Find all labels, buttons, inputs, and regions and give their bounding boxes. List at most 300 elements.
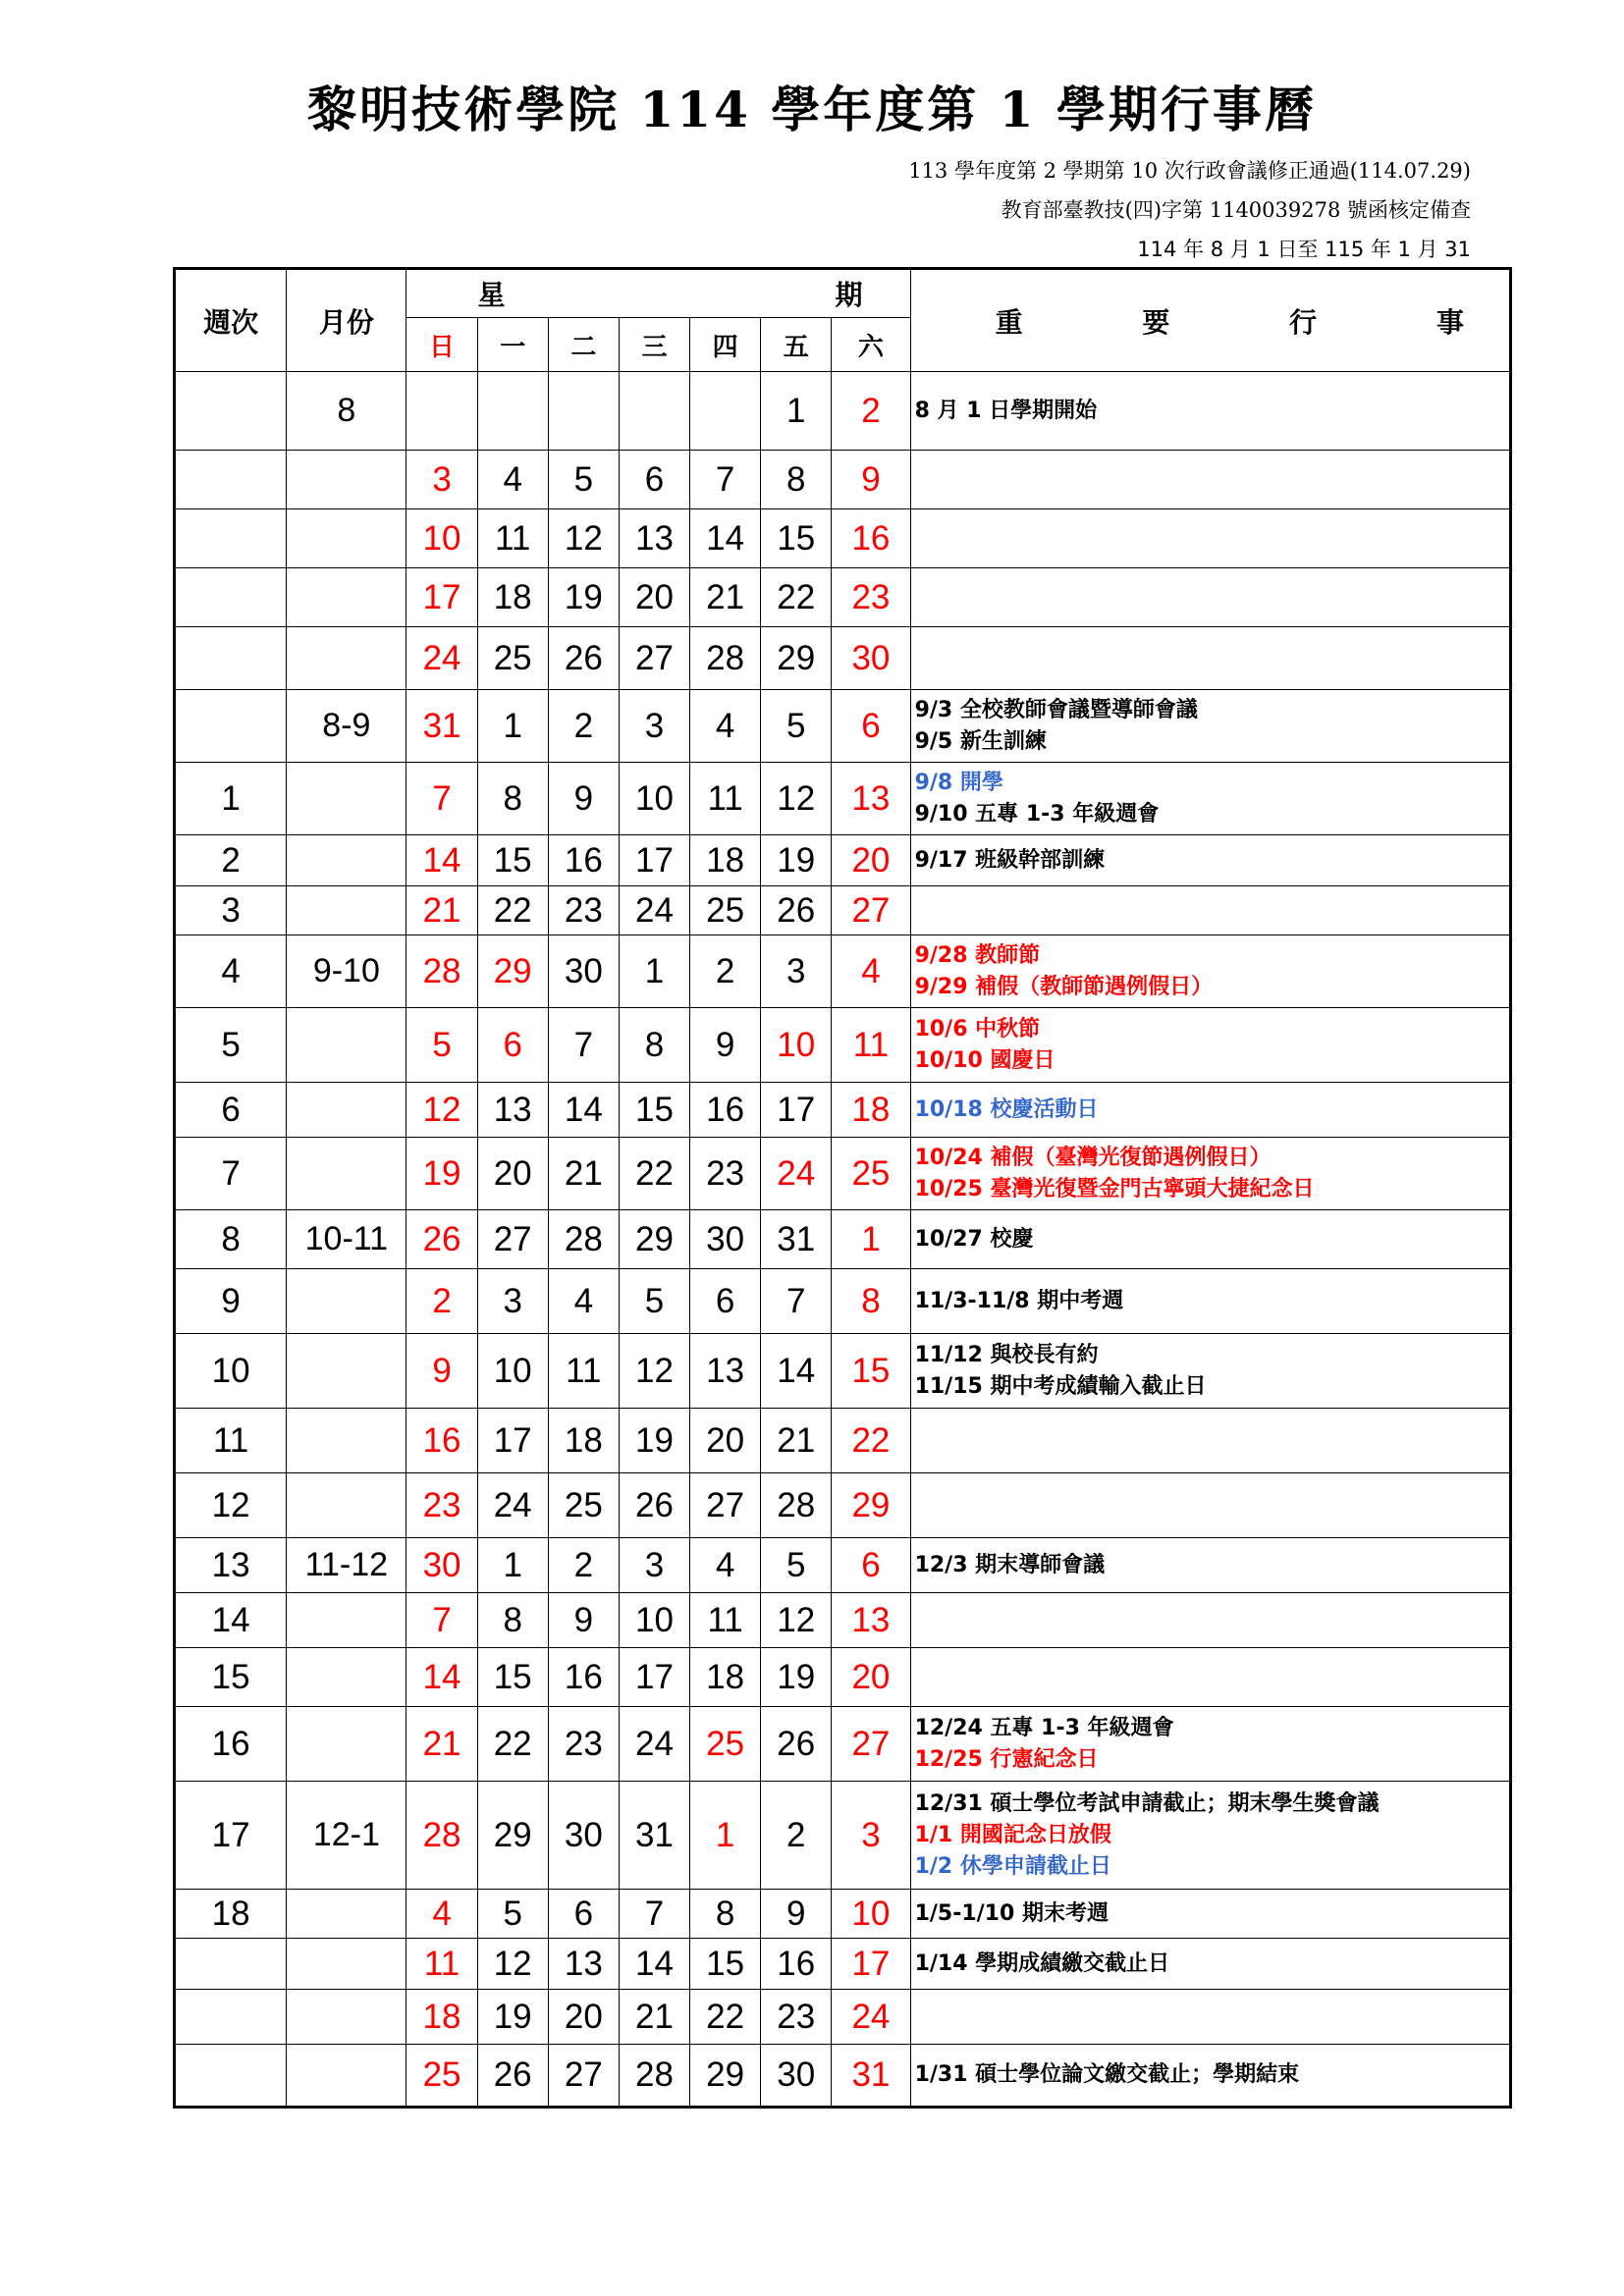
event-text: 11/3-11/8 期中考週 <box>914 1288 1124 1313</box>
day-cell: 27 <box>477 1210 548 1269</box>
day-cell: 23 <box>761 1990 832 2045</box>
day-cell: 10 <box>406 509 477 568</box>
week-number: 16 <box>175 1707 287 1782</box>
day-cell: 9 <box>761 1890 832 1939</box>
event-text: 11/15 期中考成績輸入截止日 <box>914 1373 1207 1399</box>
day-cell: 14 <box>548 1083 619 1138</box>
calendar-table <box>173 267 1512 2109</box>
day-cell: 18 <box>406 1990 477 2045</box>
month-label: 9-10 <box>287 935 406 1008</box>
day-cell: 8 <box>690 1890 761 1939</box>
day-cell: 12 <box>761 763 832 835</box>
day-cell: 17 <box>406 568 477 627</box>
day-cell: 24 <box>477 1473 548 1538</box>
day-cell: 18 <box>690 835 761 886</box>
day-cell: 1 <box>477 1538 548 1593</box>
event-cell <box>910 1707 1510 1782</box>
approval-note: 113 學年度第 2 學期第 10 次行政會議修正通過(114.07.29) <box>908 159 1471 183</box>
day-cell: 29 <box>477 1782 548 1890</box>
day-cell: 9 <box>548 1593 619 1648</box>
day-header-sat: 六 <box>832 318 910 372</box>
event-text: 9/3 全校教師會議暨導師會議 <box>914 697 1198 722</box>
week-number: 8 <box>175 1210 287 1269</box>
day-cell: 18 <box>548 1409 619 1473</box>
day-cell: 13 <box>548 1939 619 1990</box>
day-cell: 11 <box>406 1939 477 1990</box>
month-label <box>287 2045 406 2108</box>
month-label <box>287 1593 406 1648</box>
week-number: 3 <box>175 886 287 935</box>
week-number <box>175 509 287 568</box>
day-cell: 8 <box>761 451 832 509</box>
day-cell <box>690 372 761 451</box>
weekday-label-left: 星 <box>477 279 506 311</box>
month-label <box>287 1473 406 1538</box>
week-row <box>175 2045 1511 2108</box>
day-cell: 31 <box>761 1210 832 1269</box>
day-cell: 30 <box>761 2045 832 2108</box>
day-cell: 9 <box>406 1334 477 1409</box>
day-cell: 5 <box>761 1538 832 1593</box>
day-header-wed: 三 <box>619 318 689 372</box>
event-text: 10/10 國慶日 <box>914 1047 1056 1073</box>
day-cell: 23 <box>406 1473 477 1538</box>
day-cell: 31 <box>406 690 477 763</box>
day-cell: 4 <box>477 451 548 509</box>
week-number: 1 <box>175 763 287 835</box>
day-cell: 24 <box>619 886 689 935</box>
week-number <box>175 451 287 509</box>
event-text: 11/12 與校長有約 <box>914 1342 1099 1367</box>
week-row <box>175 1473 1511 1538</box>
week-row <box>175 568 1511 627</box>
day-cell: 27 <box>832 886 910 935</box>
day-cell: 5 <box>477 1890 548 1939</box>
day-cell: 30 <box>548 1782 619 1890</box>
event-cell <box>910 690 1510 763</box>
week-number <box>175 2045 287 2108</box>
day-cell: 15 <box>619 1083 689 1138</box>
weekday-label-right: 期 <box>835 279 863 311</box>
day-cell: 23 <box>690 1138 761 1210</box>
week-number: 14 <box>175 1593 287 1648</box>
day-cell: 4 <box>832 935 910 1008</box>
week-row <box>175 935 1511 1008</box>
week-row <box>175 1990 1511 2045</box>
day-cell: 12 <box>406 1083 477 1138</box>
month-label <box>287 763 406 835</box>
event-cell <box>910 1538 1510 1593</box>
week-row <box>175 1138 1511 1210</box>
week-row <box>175 509 1511 568</box>
week-row <box>175 1939 1511 1990</box>
day-cell: 11 <box>832 1008 910 1083</box>
day-cell: 30 <box>548 935 619 1008</box>
day-cell: 21 <box>619 1990 689 2045</box>
day-header-tue: 二 <box>548 318 619 372</box>
day-cell: 15 <box>690 1939 761 1990</box>
day-cell: 3 <box>832 1782 910 1890</box>
month-label <box>287 1138 406 1210</box>
day-cell: 16 <box>548 1648 619 1707</box>
month-label <box>287 1083 406 1138</box>
week-row <box>175 1269 1511 1334</box>
day-cell: 13 <box>690 1334 761 1409</box>
day-cell: 7 <box>619 1890 689 1939</box>
week-number <box>175 372 287 451</box>
week-number: 5 <box>175 1008 287 1083</box>
day-header-fri: 五 <box>761 318 832 372</box>
day-cell: 27 <box>548 2045 619 2108</box>
event-cell <box>910 886 1510 935</box>
day-cell: 14 <box>619 1939 689 1990</box>
day-cell: 6 <box>690 1269 761 1334</box>
day-cell: 26 <box>761 1707 832 1782</box>
event-text: 9/8 開學 <box>914 770 1003 795</box>
day-cell: 17 <box>832 1939 910 1990</box>
day-cell: 28 <box>761 1473 832 1538</box>
event-cell <box>910 1593 1510 1648</box>
day-cell: 10 <box>832 1890 910 1939</box>
day-cell: 8 <box>832 1269 910 1334</box>
day-cell: 10 <box>477 1334 548 1409</box>
event-text: 8 月 1 日學期開始 <box>914 398 1098 423</box>
day-cell: 15 <box>477 835 548 886</box>
day-cell: 29 <box>477 935 548 1008</box>
date-range: 114 年 8 月 1 日至 115 年 1 月 31 <box>1137 238 1471 261</box>
day-cell: 2 <box>761 1782 832 1890</box>
day-cell: 8 <box>477 1593 548 1648</box>
day-cell: 1 <box>619 935 689 1008</box>
day-cell: 11 <box>548 1334 619 1409</box>
day-cell: 13 <box>832 763 910 835</box>
day-cell: 29 <box>761 627 832 690</box>
day-cell: 16 <box>832 509 910 568</box>
day-cell: 20 <box>548 1990 619 2045</box>
day-cell: 8 <box>477 763 548 835</box>
day-cell <box>619 372 689 451</box>
day-cell: 21 <box>548 1138 619 1210</box>
week-number <box>175 1990 287 2045</box>
day-cell: 2 <box>406 1269 477 1334</box>
week-row <box>175 835 1511 886</box>
day-cell: 14 <box>690 509 761 568</box>
day-cell: 15 <box>477 1648 548 1707</box>
day-cell: 28 <box>406 1782 477 1890</box>
day-cell: 19 <box>761 835 832 886</box>
day-cell: 12 <box>548 509 619 568</box>
event-text: 1/31 碩士學位論文繳交截止；學期結束 <box>914 2062 1300 2087</box>
week-number: 6 <box>175 1083 287 1138</box>
day-cell: 10 <box>619 1593 689 1648</box>
week-row <box>175 372 1511 451</box>
day-cell: 29 <box>832 1473 910 1538</box>
event-text: 12/24 五專 1-3 年級週會 <box>914 1715 1174 1740</box>
day-cell: 6 <box>832 690 910 763</box>
day-cell: 25 <box>406 2045 477 2108</box>
day-cell: 24 <box>406 627 477 690</box>
week-number: 9 <box>175 1269 287 1334</box>
week-number: 10 <box>175 1334 287 1409</box>
day-cell: 1 <box>761 372 832 451</box>
day-cell: 9 <box>832 451 910 509</box>
day-cell: 4 <box>548 1269 619 1334</box>
day-cell: 18 <box>690 1648 761 1707</box>
day-cell: 19 <box>761 1648 832 1707</box>
day-cell: 20 <box>690 1409 761 1473</box>
day-cell: 26 <box>619 1473 689 1538</box>
day-cell: 16 <box>761 1939 832 1990</box>
day-cell: 2 <box>548 1538 619 1593</box>
week-row <box>175 1083 1511 1138</box>
day-cell: 21 <box>761 1409 832 1473</box>
day-cell: 5 <box>406 1008 477 1083</box>
day-cell: 3 <box>619 1538 689 1593</box>
day-cell: 7 <box>761 1269 832 1334</box>
month-label <box>287 1990 406 2045</box>
day-cell: 3 <box>477 1269 548 1334</box>
day-cell: 3 <box>761 935 832 1008</box>
day-cell: 16 <box>548 835 619 886</box>
day-cell: 21 <box>406 1707 477 1782</box>
event-cell <box>910 1473 1510 1538</box>
event-cell <box>910 1138 1510 1210</box>
event-cell <box>910 1782 1510 1890</box>
day-cell: 12 <box>477 1939 548 1990</box>
week-number <box>175 1939 287 1990</box>
week-row <box>175 1210 1511 1269</box>
day-cell: 11 <box>690 1593 761 1648</box>
page-title: 黎明技術學院 114 學年度第 1 學期行事曆 <box>307 80 1317 138</box>
month-label: 12-1 <box>287 1782 406 1890</box>
event-text: 1/5-1/10 期末考週 <box>914 1900 1109 1926</box>
event-text: 9/28 教師節 <box>914 942 1041 968</box>
day-cell: 19 <box>619 1409 689 1473</box>
month-label <box>287 1890 406 1939</box>
week-row <box>175 886 1511 935</box>
day-header-sun: 日 <box>406 318 477 372</box>
month-label <box>287 1409 406 1473</box>
month-label <box>287 1008 406 1083</box>
week-number <box>175 568 287 627</box>
day-cell: 17 <box>619 1648 689 1707</box>
event-cell <box>910 1083 1510 1138</box>
month-label: 10-11 <box>287 1210 406 1269</box>
day-cell: 5 <box>548 451 619 509</box>
day-cell: 11 <box>690 763 761 835</box>
event-cell <box>910 1409 1510 1473</box>
day-cell: 10 <box>761 1008 832 1083</box>
day-cell: 25 <box>477 627 548 690</box>
event-cell <box>910 451 1510 509</box>
day-cell: 13 <box>477 1083 548 1138</box>
day-cell: 5 <box>619 1269 689 1334</box>
day-cell: 17 <box>761 1083 832 1138</box>
day-cell: 2 <box>548 690 619 763</box>
day-cell: 23 <box>832 568 910 627</box>
day-cell: 7 <box>548 1008 619 1083</box>
day-cell: 17 <box>477 1409 548 1473</box>
event-text: 10/24 補假（臺灣光復節遇例假日） <box>914 1145 1272 1170</box>
week-row <box>175 1409 1511 1473</box>
week-row <box>175 1890 1511 1939</box>
event-cell <box>910 1008 1510 1083</box>
day-cell: 18 <box>477 568 548 627</box>
day-cell: 30 <box>406 1538 477 1593</box>
day-cell: 31 <box>832 2045 910 2108</box>
week-number: 15 <box>175 1648 287 1707</box>
month-label: 11-12 <box>287 1538 406 1593</box>
day-cell: 12 <box>761 1593 832 1648</box>
day-cell: 3 <box>619 690 689 763</box>
week-row <box>175 1334 1511 1409</box>
day-cell: 15 <box>761 509 832 568</box>
month-label <box>287 1939 406 1990</box>
event-text: 9/17 班級幹部訓練 <box>914 847 1106 873</box>
event-text: 1/1 開國記念日放假 <box>914 1822 1111 1847</box>
day-cell: 22 <box>761 568 832 627</box>
day-cell: 4 <box>690 1538 761 1593</box>
event-cell <box>910 1890 1510 1939</box>
week-number: 11 <box>175 1409 287 1473</box>
event-text: 1/2 休學申請截止日 <box>914 1853 1111 1879</box>
event-text: 9/10 五專 1-3 年級週會 <box>914 801 1160 827</box>
day-header-thu: 四 <box>690 318 761 372</box>
day-cell: 8 <box>619 1008 689 1083</box>
week-row <box>175 627 1511 690</box>
day-cell: 11 <box>477 509 548 568</box>
events-header-char: 行 <box>1289 305 1318 339</box>
day-cell: 6 <box>548 1890 619 1939</box>
day-cell <box>548 372 619 451</box>
month-label <box>287 1334 406 1409</box>
event-text: 10/6 中秋節 <box>914 1016 1041 1041</box>
day-cell: 7 <box>406 763 477 835</box>
day-cell: 22 <box>832 1409 910 1473</box>
day-cell: 1 <box>690 1782 761 1890</box>
day-cell: 28 <box>406 935 477 1008</box>
day-cell: 13 <box>619 509 689 568</box>
event-cell <box>910 568 1510 627</box>
day-cell: 20 <box>477 1138 548 1210</box>
day-cell: 25 <box>832 1138 910 1210</box>
event-cell <box>910 1939 1510 1990</box>
day-cell: 28 <box>548 1210 619 1269</box>
day-cell: 19 <box>406 1138 477 1210</box>
event-text: 10/18 校慶活動日 <box>914 1096 1099 1122</box>
day-cell: 4 <box>406 1890 477 1939</box>
day-cell: 30 <box>690 1210 761 1269</box>
week-row <box>175 1707 1511 1782</box>
day-cell: 28 <box>619 2045 689 2108</box>
ministry-note: 教育部臺教技(四)字第 1140039278 號函核定備查 <box>1001 198 1471 222</box>
week-number: 17 <box>175 1782 287 1890</box>
week-row <box>175 1648 1511 1707</box>
day-cell: 15 <box>832 1334 910 1409</box>
day-cell: 20 <box>832 1648 910 1707</box>
day-cell: 27 <box>619 627 689 690</box>
month-label <box>287 627 406 690</box>
day-cell: 26 <box>406 1210 477 1269</box>
month-label <box>287 1269 406 1334</box>
day-cell: 7 <box>690 451 761 509</box>
event-cell <box>910 509 1510 568</box>
event-cell <box>910 1269 1510 1334</box>
day-cell: 1 <box>832 1210 910 1269</box>
month-label: 8-9 <box>287 690 406 763</box>
day-cell: 9 <box>690 1008 761 1083</box>
day-cell <box>477 372 548 451</box>
day-cell: 3 <box>406 451 477 509</box>
week-number <box>175 627 287 690</box>
month-label <box>287 451 406 509</box>
day-cell: 18 <box>832 1083 910 1138</box>
day-cell: 23 <box>548 1707 619 1782</box>
event-text: 12/3 期末導師會議 <box>914 1552 1106 1577</box>
day-cell: 25 <box>690 1707 761 1782</box>
day-header-mon: 一 <box>477 318 548 372</box>
day-cell: 26 <box>761 886 832 935</box>
month-label <box>287 886 406 935</box>
weekday-group-header <box>406 269 910 318</box>
day-cell: 19 <box>548 568 619 627</box>
week-number: 12 <box>175 1473 287 1538</box>
week-number: 2 <box>175 835 287 886</box>
day-cell: 22 <box>619 1138 689 1210</box>
day-cell: 27 <box>690 1473 761 1538</box>
event-text: 10/25 臺灣光復暨金門古寧頭大捷紀念日 <box>914 1176 1315 1201</box>
week-number <box>175 690 287 763</box>
month-label <box>287 1707 406 1782</box>
week-row <box>175 763 1511 835</box>
day-cell: 5 <box>761 690 832 763</box>
day-cell: 7 <box>406 1593 477 1648</box>
day-cell: 24 <box>761 1138 832 1210</box>
day-cell: 22 <box>690 1990 761 2045</box>
day-cell: 29 <box>690 2045 761 2108</box>
day-cell: 14 <box>406 835 477 886</box>
day-cell: 26 <box>477 2045 548 2108</box>
day-cell: 6 <box>619 451 689 509</box>
events-header-char: 要 <box>1142 305 1170 339</box>
day-cell: 25 <box>690 886 761 935</box>
day-cell: 14 <box>406 1648 477 1707</box>
day-cell: 23 <box>548 886 619 935</box>
day-cell: 24 <box>832 1990 910 2045</box>
day-cell: 17 <box>619 835 689 886</box>
day-cell: 31 <box>619 1782 689 1890</box>
week-number: 7 <box>175 1138 287 1210</box>
day-cell: 21 <box>406 886 477 935</box>
event-text: 1/14 學期成績繳交截止日 <box>914 1950 1170 1976</box>
day-cell: 6 <box>832 1538 910 1593</box>
events-header <box>910 269 1510 372</box>
event-cell <box>910 627 1510 690</box>
event-text: 9/5 新生訓練 <box>914 728 1047 754</box>
day-cell: 20 <box>832 835 910 886</box>
week-row <box>175 451 1511 509</box>
day-cell: 21 <box>690 568 761 627</box>
event-cell <box>910 2045 1510 2108</box>
day-cell: 13 <box>832 1593 910 1648</box>
event-cell <box>910 1210 1510 1269</box>
week-row <box>175 1538 1511 1593</box>
day-cell: 28 <box>690 627 761 690</box>
month-header: 月份 <box>287 269 406 372</box>
day-cell: 24 <box>619 1707 689 1782</box>
month-label: 8 <box>287 372 406 451</box>
event-cell <box>910 763 1510 835</box>
